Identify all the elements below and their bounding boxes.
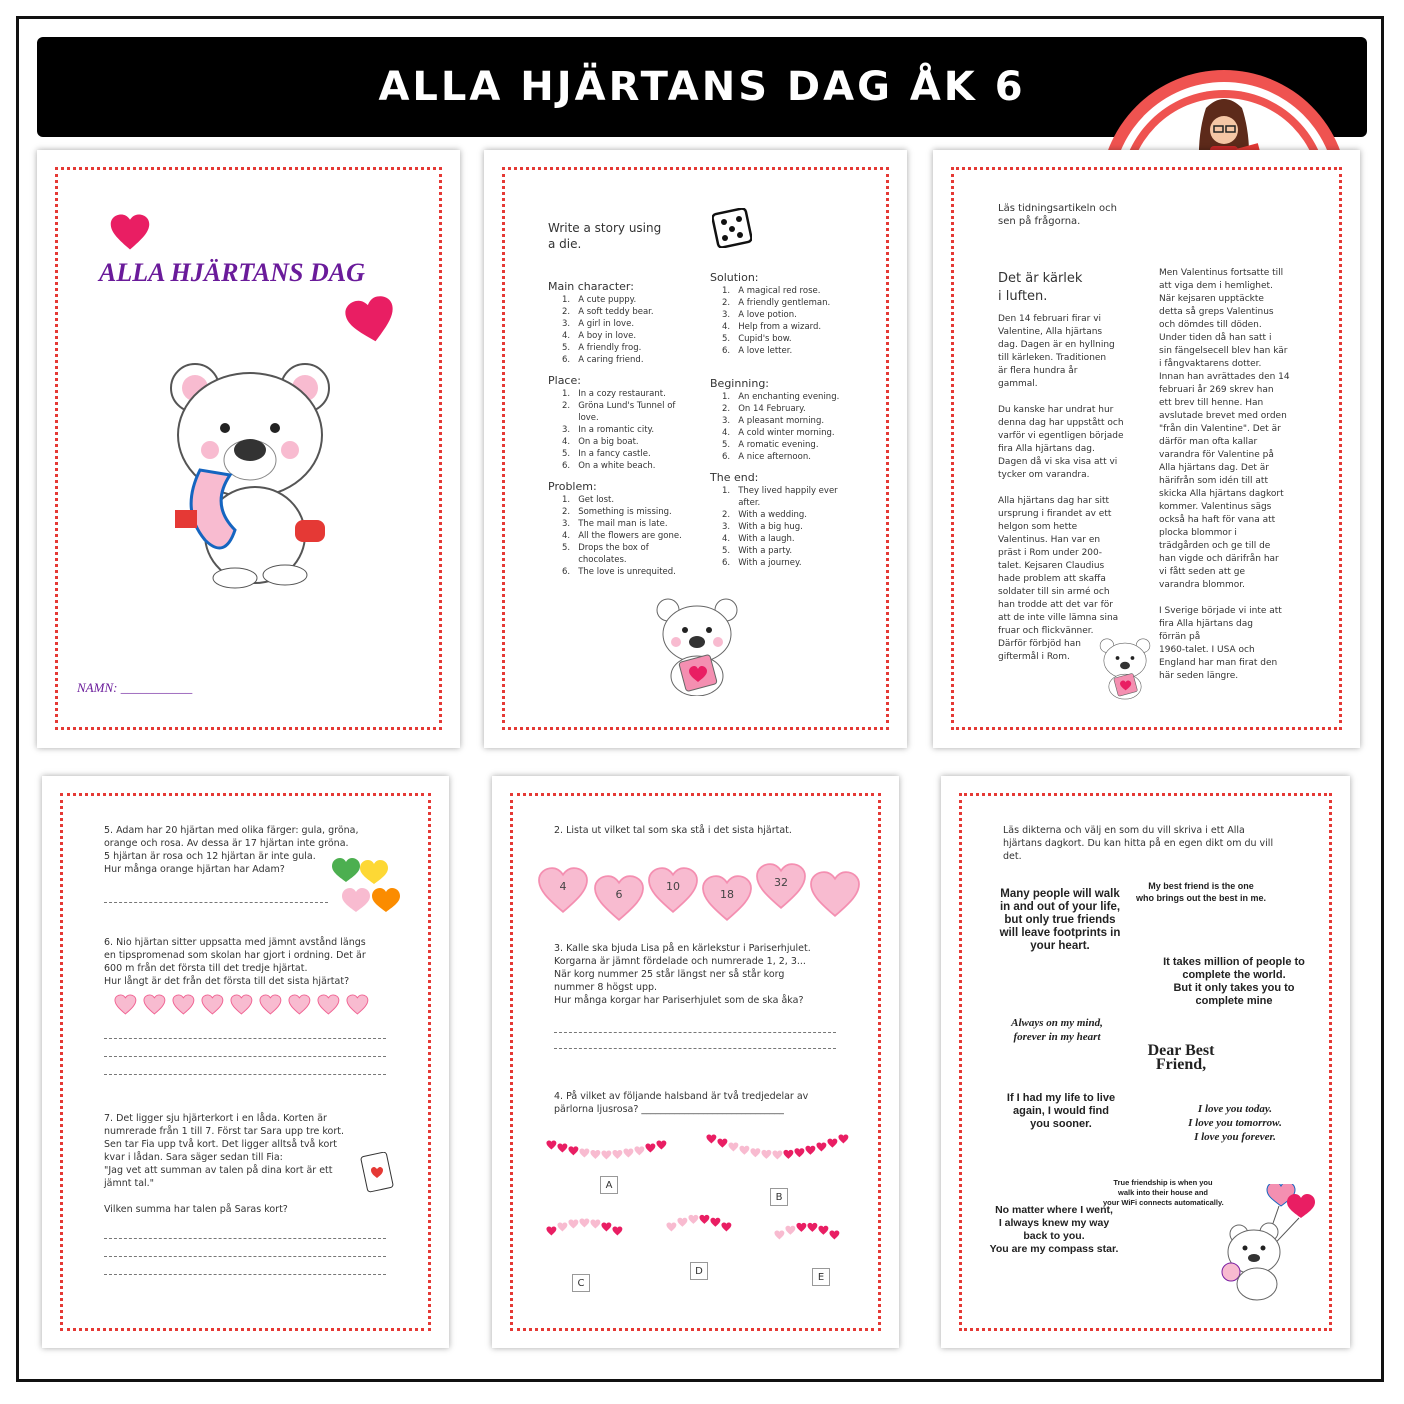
bead-heart-icon	[750, 1148, 760, 1157]
main-character-list	[562, 294, 654, 366]
bead-heart-icon	[816, 1142, 826, 1151]
solution-item: 4. Help from a wizard.	[722, 322, 822, 332]
option-c-label[interactable]: C	[572, 1274, 590, 1292]
bead-heart-icon	[721, 1222, 731, 1231]
place-item: 5. In a fancy castle.	[562, 449, 651, 459]
question-5: 5. Adam har 20 hjärtan med olika färger: gula, gröna, orange och rosa. Av dessa är 17 hjärtan inte gröna. 5 hjärtan är rosa och 12 hjärtan är inte gula. Hur många orange hjärtan har Adam?	[104, 825, 359, 875]
main-item: 1. A cute puppy.	[562, 295, 637, 305]
main-character-heading: Main character:	[548, 280, 634, 293]
option-e-label[interactable]: E	[812, 1268, 830, 1286]
story-page	[484, 150, 907, 748]
sequence-value: 10	[666, 880, 680, 893]
playing-card-icon	[360, 1152, 396, 1196]
place-item: 4. On a big boat.	[562, 437, 639, 447]
problem-item: 4. All the flowers are gone.	[562, 531, 682, 541]
bead-heart-icon	[710, 1218, 720, 1227]
heart-sequence	[536, 862, 866, 922]
poem-6: If I had my life to live again, I would find you sooner.	[1006, 1092, 1116, 1130]
bead-heart-icon	[796, 1223, 806, 1232]
answer-line	[104, 1074, 386, 1075]
article-column-2: Men Valentinus fortsatte till att viga dem i hemlighet. När kejsaren upptäckte detta så greps Valentinus och dömdes till döden. Under tiden då han satt i sin fängelsecell blev han kär i fångvaktarens dotter. Innan han avrättades den 14 februari år 269 skrev han ett brev till henne. Han avslutade brevet med orden "från din Valentine". Det är därför man ofta kallar varandra för Valentine på Alla hjärtans dag. Det är härifrån som idén till att skicka Alla hjärtans dagkort kommer. Valentinus sägs också ha haft för vana att plocka blommor i trädgården och ge till de han vigde och därifrån har vi fått seden att ge varandra blommor. I Sverige började vi inte att fira Alla hjärtans dag förrän på 1960-talet. I USA och England har man firat den här seden längre.	[1159, 268, 1290, 681]
option-a-label[interactable]: A	[600, 1176, 618, 1194]
poem-5: Dear Best Friend,	[1147, 1042, 1215, 1073]
option-d-label[interactable]: D	[690, 1262, 708, 1280]
bead-heart-icon	[827, 1139, 837, 1148]
beginning-item: 1. An enchanting evening.	[722, 392, 840, 402]
problem-list	[562, 494, 682, 578]
answer-line	[104, 1038, 386, 1039]
nine-hearts-row	[114, 994, 376, 1016]
poem-4: Always on my mind, forever in my heart	[1011, 1017, 1103, 1043]
bead-heart-icon	[794, 1148, 804, 1157]
bead-heart-icon	[838, 1134, 848, 1143]
heart-icon	[173, 995, 194, 1014]
heart-icon	[260, 995, 281, 1014]
problem-item: chocolates.	[562, 555, 627, 565]
end-list	[722, 485, 838, 569]
heart-icon	[318, 995, 339, 1014]
bead-heart-icon	[601, 1150, 611, 1159]
heart-icon	[808, 870, 862, 918]
bead-heart-icon	[717, 1139, 727, 1148]
teddy-bear-small-icon	[1097, 636, 1153, 700]
question-6: 6. Nio hjärtan sitter uppsatta med jämnt avstånd längs en tipspromenad som skolan har gjort i ordning. Det är 600 m från det första till det tredje hjärtat. Hur långt är det från det första till det sista hjärtat?	[104, 937, 366, 987]
beginning-heading: Beginning:	[710, 377, 770, 390]
solution-item: 1. A magical red rose.	[722, 286, 821, 296]
page-title: ALLA HJÄRTANS DAG ÅK 6	[378, 64, 1026, 110]
bead-heart-icon	[590, 1150, 600, 1159]
place-item: 3. In a romantic city.	[562, 425, 655, 435]
teddy-bear-small-icon	[652, 596, 742, 696]
main-item: 3. A girl in love.	[562, 319, 635, 329]
heart-icon	[109, 212, 151, 252]
bead-heart-icon	[579, 1149, 589, 1158]
sequence-value: 4	[559, 880, 567, 893]
main-item: 2. A soft teddy bear.	[562, 307, 654, 317]
main-item: 4. A boy in love.	[562, 331, 637, 341]
article-page	[933, 150, 1360, 748]
beginning-item: 5. A romatic evening.	[722, 440, 819, 450]
cover-page	[37, 150, 460, 748]
question-2: 2. Lista ut vilket tal som ska stå i det sista hjärtat.	[554, 825, 792, 836]
bead-heart-icon	[612, 1226, 622, 1235]
sequence-heart	[536, 866, 590, 914]
bead-heart-icon	[601, 1222, 611, 1231]
bead-heart-icon	[612, 1150, 622, 1159]
bead-heart-icon	[772, 1150, 782, 1159]
problem-item: 5. Drops the box of	[562, 543, 649, 553]
bead-heart-icon	[805, 1146, 815, 1155]
poem-2: My best friend is the one who brings out the best in me.	[1135, 881, 1266, 903]
answer-line	[554, 1032, 836, 1033]
question-4: 4. På vilket av följande halsband är två tredjedelar av pärlorna ljusrosa? ______________________________	[554, 1091, 809, 1115]
bead-heart-icon	[623, 1149, 633, 1158]
end-item: 5. With a party.	[722, 546, 793, 556]
math-page-2	[492, 776, 899, 1348]
bead-heart-icon	[546, 1140, 556, 1149]
question-7: 7. Det ligger sju hjärterkort i en låda. Korten är numrerade från 1 till 7. Först tar Sara upp tre kort. Sen tar Fia upp två kort. Det ligger alltså två kort kvar i lådan. Sara säger sedan till Fia: "Jag vet att summan av talen på dina kort är ett jämnt tal." Vilken summa har talen på Saras kort?	[104, 1113, 345, 1215]
heart-icon	[289, 995, 310, 1014]
bead-heart-icon	[818, 1226, 828, 1235]
place-list	[562, 388, 675, 472]
solution-item: 3. A love potion.	[722, 310, 797, 320]
heart-icon	[115, 995, 136, 1014]
sequence-value: 32	[774, 876, 788, 889]
end-heading: The end:	[710, 471, 759, 484]
main-item: 5. A friendly frog.	[562, 343, 642, 353]
bead-heart-icon	[688, 1215, 698, 1224]
article-column-1: Den 14 februari firar vi Valentine, Alla hjärtans dag. Dagen är en hyllning till kärleken. Traditionen är flera hundra år gammal. Du kanske har undrat hur denna dag har uppstått och varför vi egentligen började fira Alla hjärtans dag. Dagen då vi ska visa att vi tycker om varandra. Alla hjärtans dag har sitt ursprung i firandet av ett helgon som hette Valentinus. Han var en präst i Rom under 200- talet. Kejsaren Claudius hade problem att skaffa soldater till sin armé och han trodde att det var för att de inte ville lämna sina fruar och flickvänner. Därför förbjöd han giftermål i Rom.	[998, 314, 1124, 662]
poem-8: True friendship is when you walk into their house and your WiFi connects automatically.	[1103, 1178, 1224, 1207]
place-item: 2. Gröna Lund's Tunnel of	[562, 401, 676, 411]
sequence-heart	[646, 866, 700, 914]
solution-list	[722, 285, 830, 357]
name-label: NAMN: ___________	[77, 680, 193, 695]
bead-heart-icon	[739, 1146, 749, 1155]
sequence-heart	[754, 862, 808, 910]
end-item: 3. With a big hug.	[722, 522, 803, 532]
answer-line	[104, 902, 328, 903]
solution-item: 2. A friendly gentleman.	[722, 298, 831, 308]
beginning-list	[722, 391, 839, 463]
bead-heart-icon	[699, 1215, 709, 1224]
bead-heart-icon	[568, 1146, 578, 1155]
bead-heart-icon	[590, 1220, 600, 1229]
answer-line	[104, 1238, 386, 1239]
heart-icon	[202, 995, 223, 1014]
bead-heart-icon	[568, 1220, 578, 1229]
poem-9: No matter where I went, I always knew my way back to you. You are my compass star.	[989, 1204, 1119, 1255]
beginning-item: 3. A pleasant morning.	[722, 416, 825, 426]
end-item: 6. With a journey.	[722, 558, 802, 568]
bead-heart-icon	[783, 1150, 793, 1159]
math-page-1	[42, 776, 449, 1348]
bead-heart-icon	[706, 1134, 716, 1143]
problem-item: 3. The mail man is late.	[562, 519, 668, 529]
solution-item: 6. A love letter.	[722, 346, 793, 356]
poem-7: I love you today. I love you tomorrow. I love you forever.	[1188, 1103, 1282, 1143]
bead-heart-icon	[666, 1222, 676, 1231]
option-b-label[interactable]: B	[770, 1188, 788, 1206]
bead-heart-icon	[557, 1222, 567, 1231]
place-item: 6. On a white beach.	[562, 461, 656, 471]
sequence-heart[interactable]	[808, 870, 862, 918]
question-3: 3. Kalle ska bjuda Lisa på en kärlekstur i Pariserhjulet. Korgarna är jämnt fördelade och numrerade 1, 2, 3... När korg nummer 25 står längst ner så står korg nummer 8 högst upp. Hur många korgar har Pariserhjulet som de ska åka?	[554, 943, 811, 1006]
place-item: 1. In a cozy restaurant.	[562, 389, 666, 399]
bead-heart-icon	[557, 1144, 567, 1153]
bead-heart-icon	[645, 1144, 655, 1153]
teddy-bear-illustration	[155, 350, 345, 590]
poems-page	[941, 776, 1350, 1348]
place-item: love.	[562, 413, 599, 423]
poem-1: Many people will walk in and out of your life, but only true friends will leave footprints in your heart.	[999, 888, 1121, 952]
place-heading: Place:	[548, 374, 581, 387]
cover-title: ALLA HJÄRTANS DAG	[99, 258, 365, 287]
problem-heading: Problem:	[548, 480, 597, 493]
heart-icon	[345, 296, 397, 344]
problem-item: 1. Get lost.	[562, 495, 615, 505]
bead-heart-icon	[579, 1218, 589, 1227]
main-item: 6. A caring friend.	[562, 355, 644, 365]
teddy-bear-balloons-icon	[1219, 1184, 1319, 1304]
bead-heart-icon	[656, 1140, 666, 1149]
answer-line	[104, 1056, 386, 1057]
bead-heart-icon	[728, 1142, 738, 1151]
bead-heart-icon	[785, 1226, 795, 1235]
heart-icon	[144, 995, 165, 1014]
end-item: 4. With a laugh.	[722, 534, 795, 544]
article-heading: Det är kärlek i luften.	[998, 271, 1083, 304]
beginning-item: 4. A cold winter morning.	[722, 428, 835, 438]
bead-heart-icon	[546, 1226, 556, 1235]
poems-intro: Läs dikterna och välj en som du vill skriva i ett Alla hjärtans dagkort. Du kan hitta på en egen dikt om du vill det.	[1003, 825, 1274, 862]
colored-hearts-icon	[330, 854, 406, 916]
end-item: 2. With a wedding.	[722, 510, 807, 520]
beginning-item: 6. A nice afternoon.	[722, 452, 811, 462]
article-intro: Läs tidningsartikeln och sen på frågorna.	[998, 203, 1117, 227]
heart-icon	[231, 995, 252, 1014]
problem-item: 6. The love is unrequited.	[562, 567, 676, 577]
bead-heart-icon	[774, 1230, 784, 1239]
sequence-value: 6	[615, 888, 623, 901]
bead-heart-icon	[807, 1223, 817, 1232]
poem-3: It takes million of people to complete the world. But it only takes you to complete mine	[1163, 956, 1305, 1007]
bead-heart-icon	[634, 1146, 644, 1155]
end-item: after.	[722, 498, 761, 508]
sequence-value: 18	[720, 888, 734, 901]
solution-item: 5. Cupid's bow.	[722, 334, 792, 344]
bead-heart-icon	[829, 1230, 839, 1239]
sequence-heart	[700, 874, 754, 922]
bead-heart-icon	[677, 1218, 687, 1227]
heart-icon	[347, 995, 368, 1014]
end-item: 1. They lived happily ever	[722, 486, 838, 496]
answer-line	[554, 1048, 836, 1049]
solution-heading: Solution:	[710, 271, 759, 284]
sequence-heart	[592, 874, 646, 922]
problem-item: 2. Something is missing.	[562, 507, 672, 517]
beginning-item: 2. On 14 February.	[722, 404, 806, 414]
story-intro: Write a story using a die.	[548, 221, 662, 251]
answer-line	[104, 1274, 386, 1275]
die-icon	[712, 208, 752, 248]
bead-heart-icon	[761, 1150, 771, 1159]
answer-line	[104, 1256, 386, 1257]
